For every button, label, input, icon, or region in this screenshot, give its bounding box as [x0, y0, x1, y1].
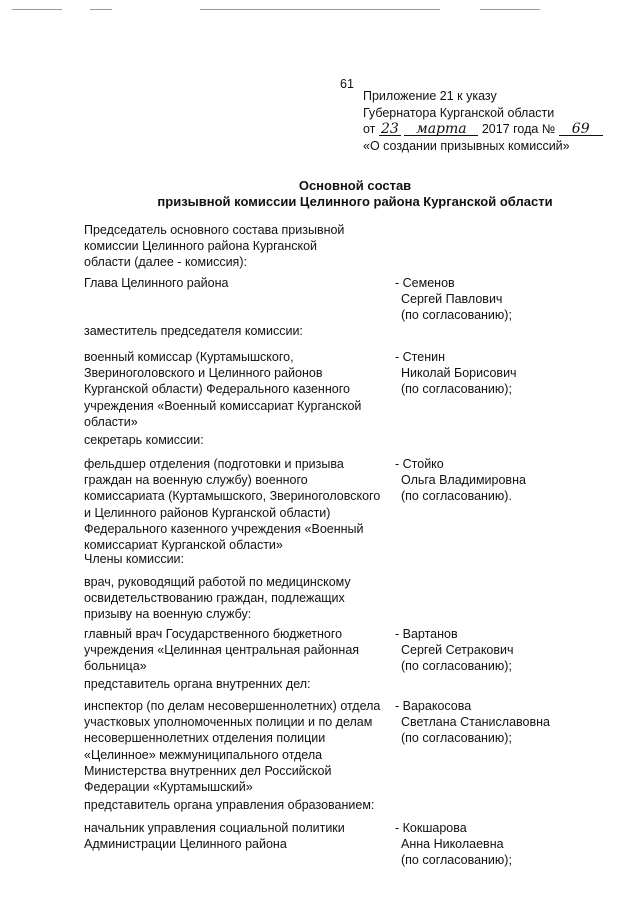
- title-line-2: призывной комиссии Целинного района Курганской области: [157, 194, 553, 209]
- member-name: - Семенов Сергей Павлович (по согласованию);: [395, 276, 512, 323]
- position-text: военный комиссар (Куртамышского, Звериноголовского и Целинного районов Курганской области) Федерального казенного учреждения «Военный комиссариат Курганской области»: [84, 350, 362, 429]
- appendix-line-4: «О создании призывных комиссий»: [363, 138, 570, 153]
- member-name: - Вартанов Сергей Сетракович (по согласованию);: [395, 627, 514, 674]
- member-name: - Стенин Николай Борисович (по согласованию);: [395, 350, 517, 397]
- scan-artifact: [200, 9, 440, 10]
- position-text: Глава Целинного района: [84, 276, 229, 290]
- section-heading: секретарь комиссии:: [84, 433, 204, 447]
- section-heading: Члены комиссии:: [84, 552, 185, 566]
- member-name: - Стойко Ольга Владимировна (по согласованию).: [395, 457, 526, 504]
- section-heading: врач, руководящий работой по медицинскому освидетельствованию граждан, подлежащих призыву на военную службу:: [84, 575, 351, 622]
- appendix-header: [363, 88, 603, 154]
- scan-artifact: [12, 9, 62, 10]
- section-heading: представитель органа внутренних дел:: [84, 677, 311, 691]
- page-number: 61: [340, 77, 354, 91]
- appendix-line-1: Приложение 21 к указу: [363, 89, 497, 103]
- position-text: начальник управления социальной политики Администрации Целинного района: [84, 821, 345, 852]
- member-name: - Кокшарова Анна Николаевна (по согласованию);: [395, 821, 512, 868]
- position-text: главный врач Государственного бюджетного учреждения «Целинная центральная районная больница»: [84, 627, 360, 674]
- appendix-line-2: Губернатора Курганской области: [363, 105, 555, 120]
- from-label: от: [363, 122, 376, 136]
- member-name: - Варакосова Светлана Станиславовна (по согласованию);: [395, 699, 550, 746]
- intro-text: Председатель основного состава призывной комиссии Целинного района Курганской области (далее - комиссия):: [84, 223, 345, 270]
- position-text: фельдшер отделения (подготовки и призыва граждан на военную службу) военного комиссариата (Куртамышского, Звериноголовского и Целинного районов Курганской области) Федерального казенного учреждения «Военный комиссариат Курганской области»: [84, 457, 381, 553]
- scan-artifact: [90, 9, 112, 10]
- appendix-date-line: [363, 121, 603, 138]
- handwritten-month: марта: [404, 123, 478, 136]
- scan-artifact: [480, 9, 540, 10]
- title-line-1: Основной состав: [298, 178, 412, 193]
- section-heading: заместитель председателя комиссии:: [84, 324, 303, 338]
- year-text: 2017 года №: [481, 122, 556, 136]
- section-heading: представитель органа управления образованием:: [84, 798, 375, 812]
- handwritten-number: 69: [559, 123, 603, 136]
- handwritten-day: 23: [379, 123, 401, 136]
- position-text: инспектор (по делам несовершеннолетних) отдела участковых уполномоченных полиции и по делам несовершеннолетних отделения полиции «Целинное» межмуниципального отдела Министерства внутренних дел Российской Федерации «Куртамышский»: [84, 699, 381, 795]
